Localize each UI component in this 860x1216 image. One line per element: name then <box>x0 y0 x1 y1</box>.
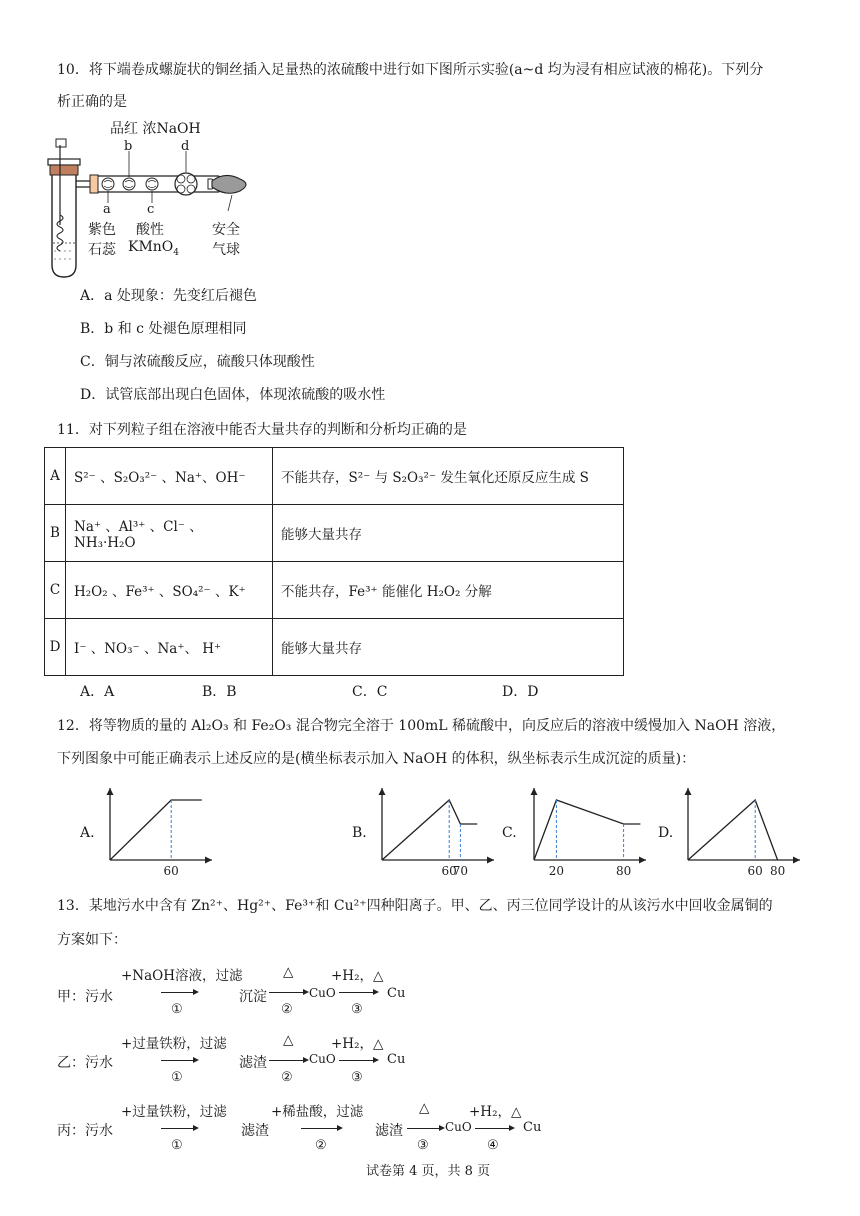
step1-number: ① <box>171 1002 183 1017</box>
row-analysis: 能够大量共存 <box>273 505 624 562</box>
product: Cu <box>387 986 406 1001</box>
tick-label: 80 <box>769 864 786 878</box>
page-footer: 试卷第 4 页，共 8 页 <box>366 1164 491 1179</box>
step2-reagent: △ <box>283 964 294 980</box>
apparatus-drawing <box>40 115 280 285</box>
row-ions: Na⁺ 、Al³⁺ 、Cl⁻ 、NH₃·H₂O <box>66 505 273 562</box>
arrow <box>407 1128 441 1129</box>
scheme-bing <box>57 1100 617 1160</box>
row-ions: S²⁻ 、S₂O₃²⁻ 、Na⁺、OH⁻ <box>66 448 273 505</box>
y-axis-arrow <box>379 788 386 795</box>
series-line <box>688 800 778 860</box>
chart-d <box>676 782 806 882</box>
table-row <box>45 619 624 676</box>
arrow <box>475 1128 511 1129</box>
chart-a <box>98 782 218 882</box>
arrow <box>269 992 305 993</box>
chart-label-b: B. <box>352 825 367 841</box>
row-analysis: 不能共存，Fe³⁺ 能催化 H₂O₂ 分解 <box>273 562 624 619</box>
q10-stem-line1: 10．将下端卷成螺旋状的铜丝插入足量热的浓硫酸中进行如下图所示实验(a~d 均为浸有相应试液的棉花)。下列分 <box>57 62 764 78</box>
series-line <box>534 800 640 860</box>
arrow <box>161 1128 195 1129</box>
scheme-jia <box>57 964 617 1024</box>
step2-number: ② <box>281 1002 293 1017</box>
arrow <box>269 1060 305 1061</box>
q11-choice-d: D．D <box>502 684 539 700</box>
step1-reagent: +过量铁粉，过滤 <box>121 1104 227 1120</box>
figure-top-labels: 品红 浓NaOH <box>110 121 201 137</box>
x-axis-arrow <box>793 857 800 864</box>
step2-number: ② <box>281 1070 293 1085</box>
tick-label: 60 <box>441 864 457 878</box>
q11-table <box>44 447 624 676</box>
arrow <box>161 992 195 993</box>
arrow <box>161 1060 195 1061</box>
chart-label-a: A. <box>80 825 95 841</box>
tick-label: 20 <box>548 864 565 878</box>
intermediate-2: CuO <box>309 986 336 1000</box>
q10-option-c: C．铜与浓硫酸反应，硫酸只体现酸性 <box>80 354 315 370</box>
step3-number: ③ <box>351 1002 363 1017</box>
step1-number: ① <box>171 1138 183 1153</box>
scheme-who: 丙：污水 <box>57 1123 113 1139</box>
intermediate-2: CuO <box>309 1052 336 1066</box>
row-ions: I⁻ 、NO₃⁻ 、Na⁺、 H⁺ <box>66 619 273 676</box>
arrow <box>339 992 375 993</box>
step4-reagent: +H₂，△ <box>469 1104 522 1120</box>
tick-label: 70 <box>452 864 469 878</box>
q12-stem-line2: 下列图象中可能正确表示上述反应的是(横坐标表示加入 NaOH 的体积，纵坐标表示生成沉淀的质量)： <box>57 751 696 767</box>
row-ions: H₂O₂ 、Fe³⁺ 、SO₄²⁻ 、K⁺ <box>66 562 273 619</box>
scheme-who: 甲：污水 <box>57 989 113 1005</box>
q13-stem-line2: 方案如下： <box>57 932 127 948</box>
row-key: D <box>45 619 66 676</box>
row-analysis: 不能共存，S²⁻ 与 S₂O₃²⁻ 发生氧化还原反应生成 S <box>273 448 624 505</box>
arrow-head <box>337 1125 343 1131</box>
y-axis-arrow <box>685 788 692 795</box>
step3-reagent: +H₂，△ <box>331 1036 384 1052</box>
step3-number: ③ <box>417 1138 429 1153</box>
intermediate-1: 沉淀 <box>239 989 267 1005</box>
label-a-line2: 石蕊 <box>88 242 116 258</box>
label-c-line2: KMnO$_4$ <box>128 239 180 258</box>
q11-stem: 11．对下列粒子组在溶液中能否大量共存的判断和分析均正确的是 <box>57 422 467 438</box>
tick-label: 80 <box>615 864 632 878</box>
q11-choice-b: B．B <box>202 684 237 700</box>
chart-c <box>522 782 652 882</box>
arrow-head <box>193 1125 199 1131</box>
step3-reagent: +H₂，△ <box>331 968 384 984</box>
step2-number: ② <box>315 1138 327 1153</box>
step3-reagent: △ <box>419 1100 430 1116</box>
label-ball-line2: 气球 <box>212 242 240 258</box>
x-axis-arrow <box>639 857 646 864</box>
arrow-head <box>509 1125 515 1131</box>
apparatus-figure <box>40 115 280 285</box>
row-key: B <box>45 505 66 562</box>
arrow <box>301 1128 339 1129</box>
scheme-yi <box>57 1032 617 1092</box>
product: Cu <box>387 1052 406 1067</box>
intermediate-2: 滤渣 <box>375 1123 403 1139</box>
step1-number: ① <box>171 1070 183 1085</box>
arrow-head <box>193 989 199 995</box>
label-a-line1: 紫色 <box>88 222 116 238</box>
chart-label-d: D. <box>658 825 674 841</box>
table-row <box>45 448 624 505</box>
series-line <box>382 800 477 860</box>
step2-reagent: +稀盐酸，过滤 <box>271 1104 364 1120</box>
intermediate-3: CuO <box>445 1120 472 1134</box>
intermediate-1: 滤渣 <box>241 1123 269 1139</box>
q10-option-a: A．a 处现象：先变红后褪色 <box>80 288 257 304</box>
series-line <box>110 800 202 860</box>
chart-label-c: C. <box>502 825 517 841</box>
y-axis-arrow <box>531 788 538 795</box>
q10-option-d: D．试管底部出现白色固体，体现浓硫酸的吸水性 <box>80 387 386 403</box>
arrow-head <box>373 1057 379 1063</box>
table-row <box>45 505 624 562</box>
y-axis-arrow <box>107 788 114 795</box>
scheme-who: 乙：污水 <box>57 1055 113 1071</box>
label-c: c <box>147 202 155 217</box>
q11-choice-a: A．A <box>80 684 115 700</box>
step3-number: ③ <box>351 1070 363 1085</box>
q10-stem-line2: 析正确的是 <box>57 94 127 110</box>
label-c-line1: 酸性 <box>136 222 164 238</box>
row-key: C <box>45 562 66 619</box>
chart-b <box>370 782 500 882</box>
row-key: A <box>45 448 66 505</box>
label-ball-line1: 安全 <box>212 222 240 238</box>
arrow-head <box>373 989 379 995</box>
row-analysis: 能够大量共存 <box>273 619 624 676</box>
table-row <box>45 562 624 619</box>
q13-stem-line1: 13．某地污水中含有 Zn²⁺、Hg²⁺、Fe³⁺和 Cu²⁺四种阳离子。甲、乙、丙三位同学设计的从该污水中回收金属铜的 <box>57 898 773 914</box>
tick-label: 60 <box>163 864 179 878</box>
tick-label: 60 <box>747 864 763 878</box>
step2-reagent: △ <box>283 1032 294 1048</box>
step1-reagent: +过量铁粉，过滤 <box>121 1036 227 1052</box>
label-b: b <box>124 139 133 154</box>
label-d: d <box>181 139 190 154</box>
step1-reagent: +NaOH溶液，过滤 <box>121 968 243 984</box>
x-axis-arrow <box>487 857 494 864</box>
q12-stem-line1: 12．将等物质的量的 Al₂O₃ 和 Fe₂O₃ 混合物完全溶于 100mL 稀硫酸中，向反应后的溶液中缓慢加入 NaOH 溶液， <box>57 718 786 734</box>
q10-option-b: B．b 和 c 处褪色原理相同 <box>80 321 247 337</box>
arrow <box>339 1060 375 1061</box>
x-axis-arrow <box>205 857 212 864</box>
label-a: a <box>103 202 111 217</box>
arrow-head <box>193 1057 199 1063</box>
step4-number: ④ <box>487 1138 499 1153</box>
intermediate-1: 滤渣 <box>239 1055 267 1071</box>
product: Cu <box>523 1120 542 1135</box>
q11-choice-c: C．C <box>352 684 388 700</box>
